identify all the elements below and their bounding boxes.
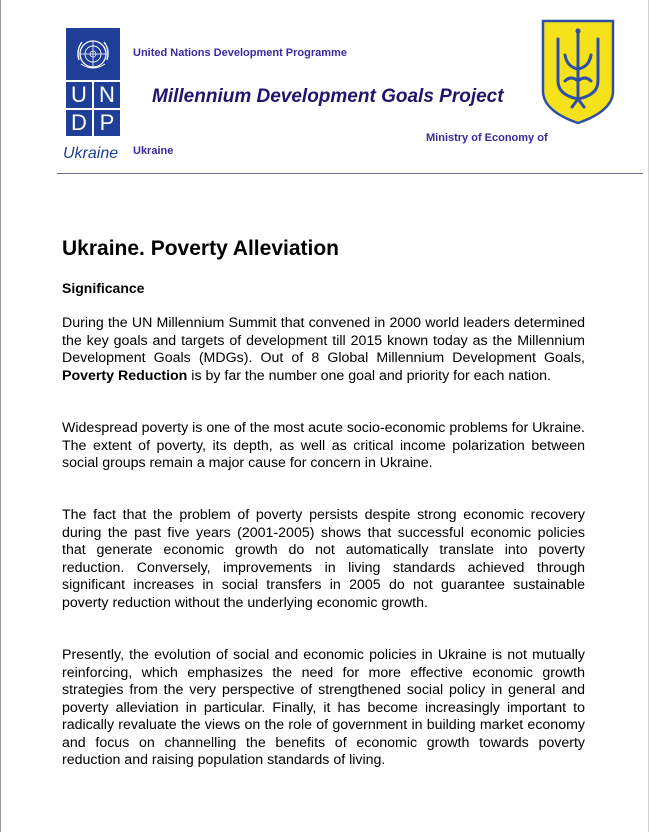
organization-name: United Nations Development Programme [133, 47, 347, 59]
page-left-edge [0, 0, 1, 832]
undp-logo [66, 28, 120, 136]
paragraph-1-start: During the UN Millennium Summit that convened in 2000 world leaders determined the key goals and targets of development till 2015 known today as the Millennium Development Goals (MDGs). Out of 8 Global Millennium Development Goals, [62, 315, 585, 366]
ministry-name: Ministry of Economy of [426, 132, 548, 144]
undp-letter-d: D [66, 110, 92, 136]
paragraph-3: The fact that the problem of poverty persists despite strong economic recovery during the past five years (2001-2005) shows that successful economic policies that generate economic growth do not automatically translate into poverty reduction. Conversely, improvements in living standards achieved through significant increases in social transfers in 2005 do not guarantee sustainable poverty reduction without the underlying economic growth. [62, 507, 585, 611]
paragraph-4: Presently, the evolution of social and economic policies in Ukraine is not mutually reinforcing, which emphasizes the need for more effective economic growth strategies from the very perspective of strengthened social policy in general and poverty alleviation in particular. Finally, it has become increasingly important to radically revaluate the views on the role of government in building market economy and focus on channelling the benefits of economic growth towards poverty reduction and raising population standards of living. [62, 647, 585, 768]
document-title: Ukraine. Poverty Alleviation [62, 237, 339, 260]
paragraph-1 [62, 315, 585, 385]
undp-letter-u: U [66, 82, 92, 108]
project-title: Millennium Development Goals Project [152, 86, 504, 107]
paragraph-1-emphasis: Poverty Reduction [62, 367, 188, 384]
paragraph-2: Widespread poverty is one of the most acute socio-economic problems for Ukraine. The extent of poverty, its depth, as well as critical income polarization between social groups remain a major cause for concern in Ukraine. [62, 420, 585, 471]
coat-of-arms-icon [541, 19, 615, 125]
section-heading: Significance [62, 280, 145, 296]
organization-country: Ukraine [133, 145, 174, 157]
undp-letter-n: N [94, 82, 120, 108]
un-emblem-icon [66, 28, 120, 80]
undp-logo-country: Ukraine [63, 145, 119, 162]
header-divider [57, 173, 643, 174]
paragraph-1-end: is by far the number one goal and priority for each nation. [187, 367, 551, 384]
undp-letter-p: P [94, 110, 120, 136]
